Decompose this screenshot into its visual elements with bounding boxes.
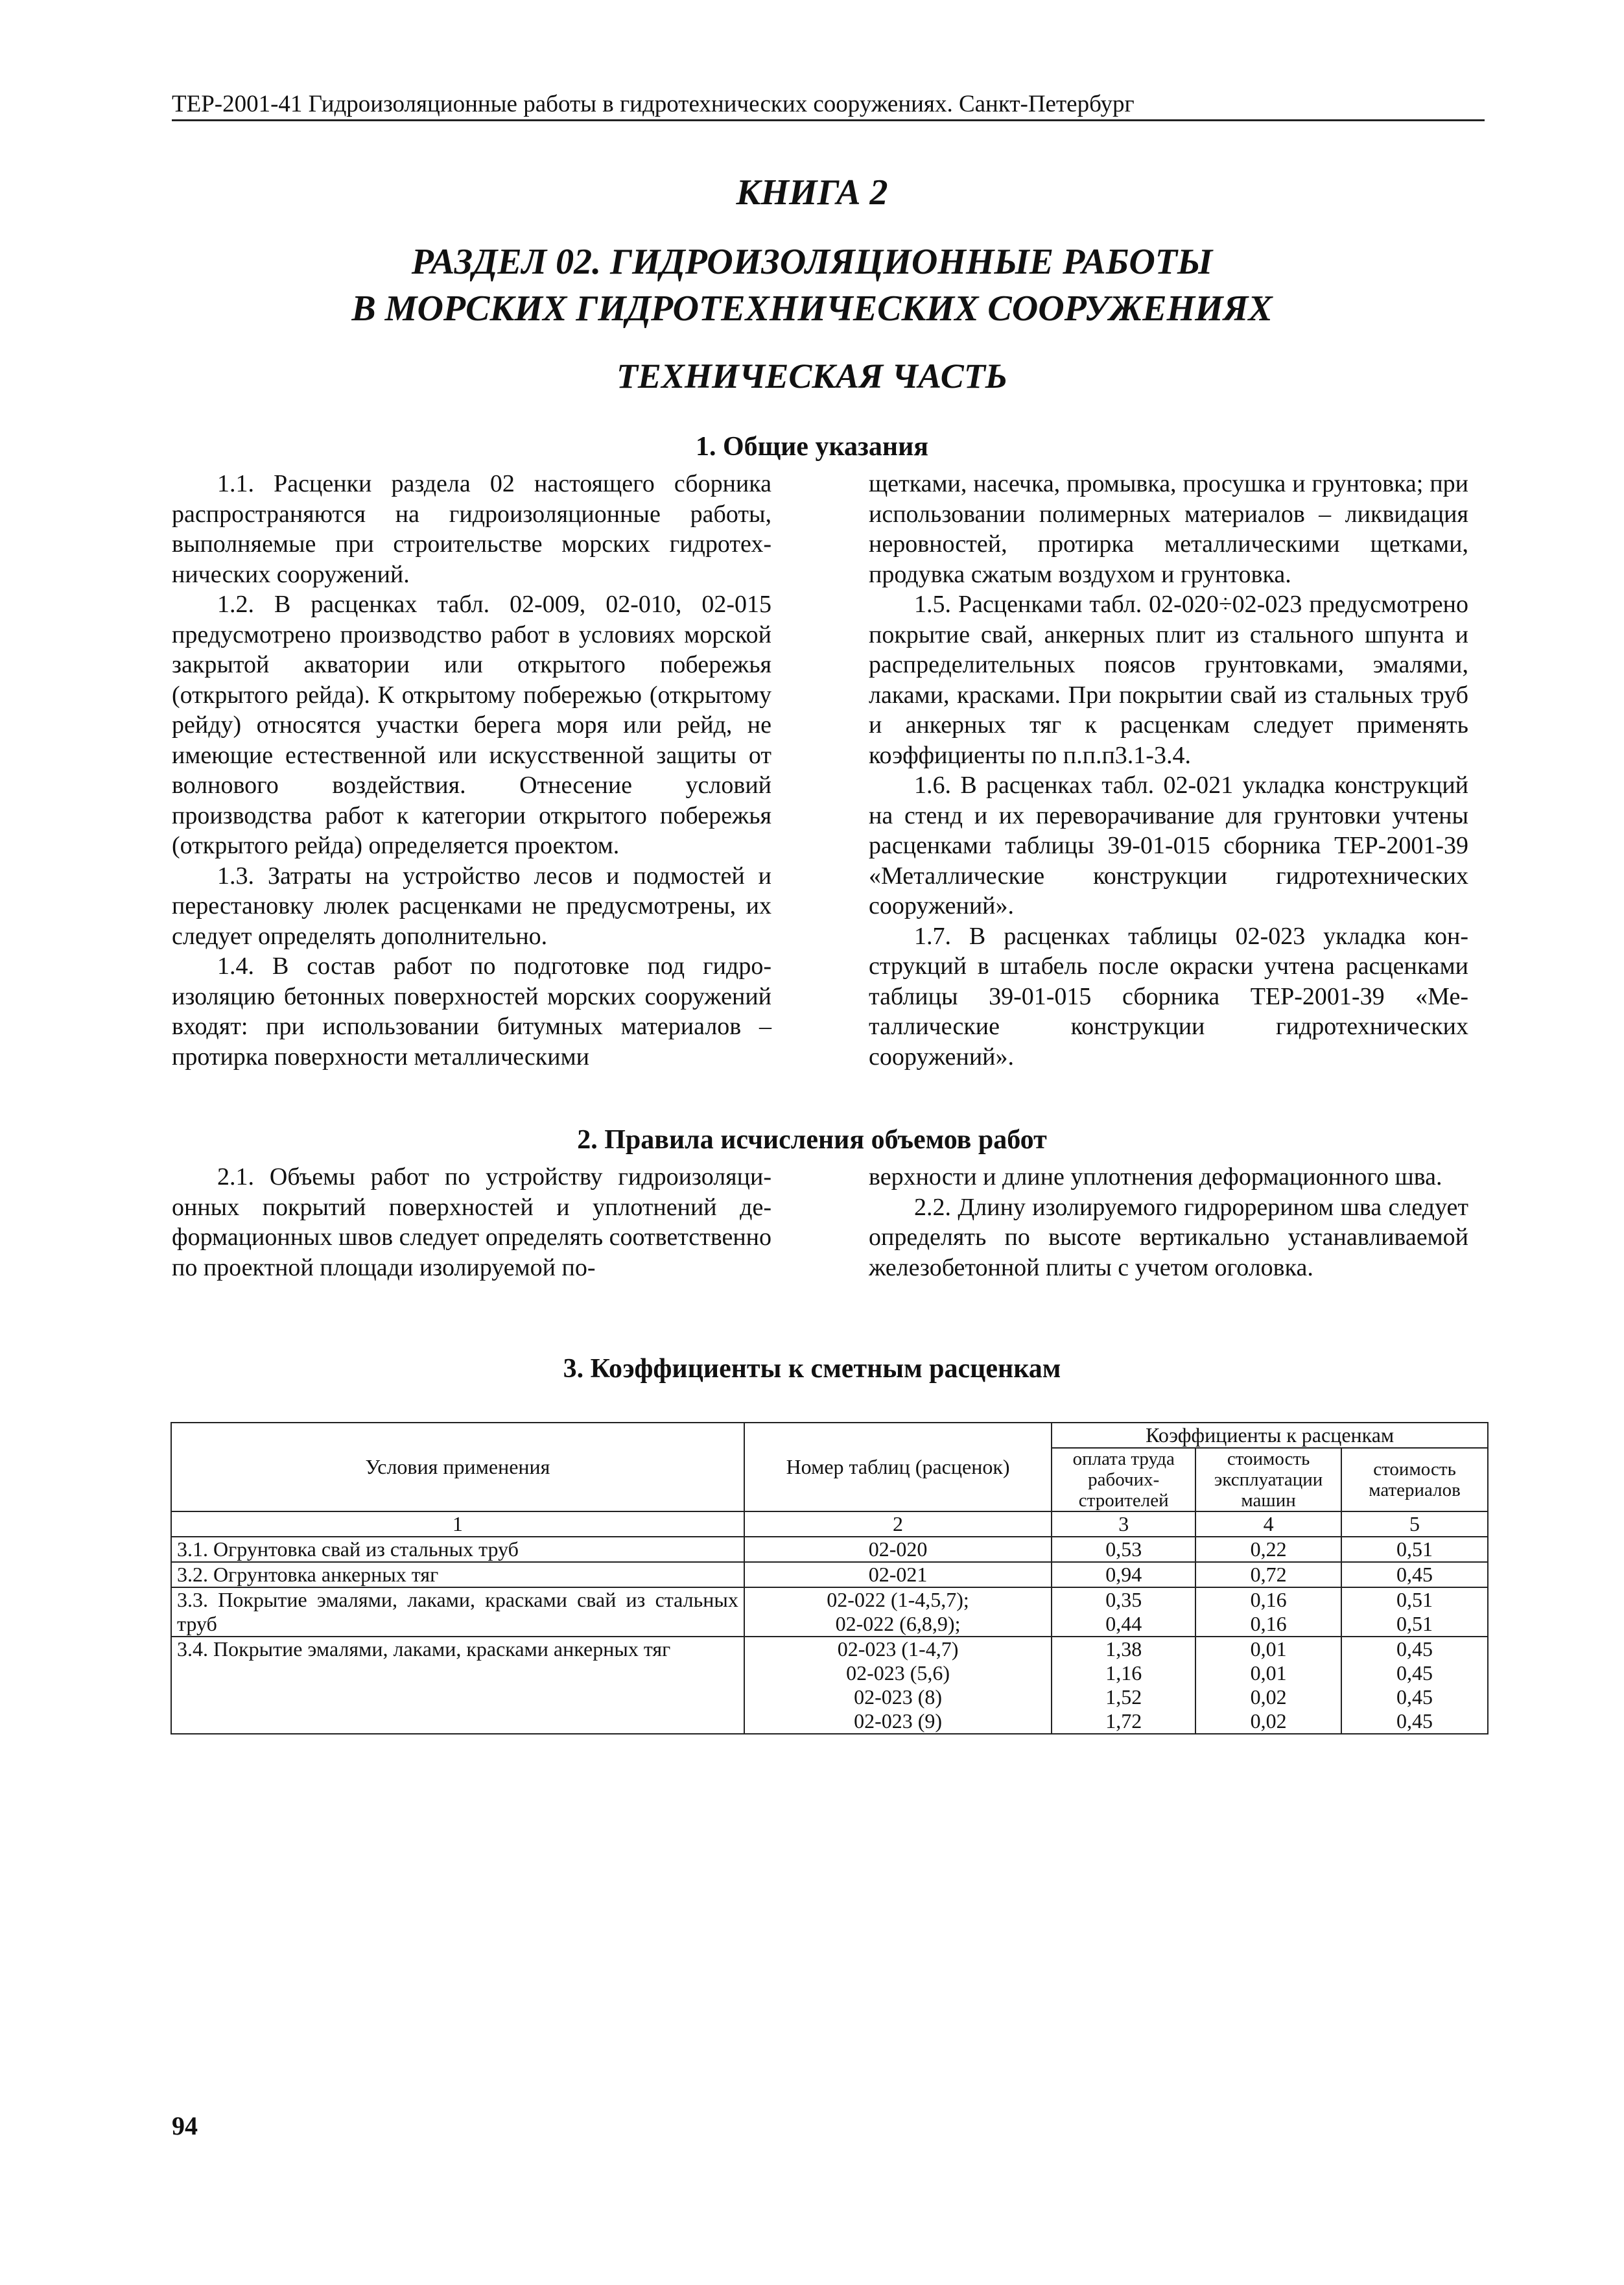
row-machine-coef: 0,01 — [1250, 1661, 1287, 1685]
header-machine-cost: стоимость эксплуатации машин — [1195, 1448, 1341, 1511]
row-material-coef: 0,45 — [1396, 1685, 1433, 1709]
row-material-coef: 0,45 — [1341, 1562, 1488, 1587]
row-condition: 3.4. Покрытие эмалями, лаками, красками анкерных тяг — [171, 1637, 744, 1734]
row-table-number: 02-020 — [744, 1537, 1052, 1562]
row-table-number: 02-023 (8) — [854, 1685, 943, 1709]
row-machine-coef: 0,72 — [1195, 1562, 1341, 1587]
table-row — [171, 1587, 1488, 1637]
paragraph-1-7: 1.7. В расценках таблицы 02-023 укладка конструкций в штабель после окраски учтена расценками таблицы 39-01-015 сборника ТЕР-2001-39 «Металлические конструкции гидротехнических сооружений». — [869, 922, 1468, 1071]
header-table-numbers: Номер таблиц (расценок) — [744, 1423, 1052, 1511]
row-labor-coef: 0,35 — [1105, 1588, 1142, 1611]
header-labor-cost: оплата труда рабочих-строителей — [1052, 1448, 1195, 1511]
row-machine-coef: 0,01 — [1250, 1637, 1287, 1661]
header-coefficients-group: Коэффициенты к расценкам — [1052, 1423, 1488, 1448]
table-row — [171, 1537, 1488, 1562]
row-labor-coefs — [1052, 1637, 1195, 1734]
section-3-heading: 3. Коэффициенты к сметным расценкам — [563, 1354, 1061, 1384]
row-table-number: 02-023 (9) — [854, 1709, 943, 1733]
row-machine-coef: 0,22 — [1195, 1537, 1341, 1562]
section-2-left-column — [172, 1162, 771, 1283]
row-machine-coef: 0,16 — [1250, 1612, 1287, 1635]
row-machine-coef: 0,02 — [1250, 1709, 1287, 1733]
table-header-row — [171, 1423, 1488, 1448]
row-material-coefs — [1341, 1637, 1488, 1734]
row-material-coef: 0,51 — [1396, 1588, 1433, 1611]
row-labor-coef: 1,38 — [1105, 1637, 1142, 1661]
row-material-coef: 0,51 — [1396, 1612, 1433, 1635]
section-title-line-1: РАЗДЕЛ 02. ГИДРОИЗОЛЯЦИОННЫЕ РАБОТЫ — [411, 242, 1213, 282]
section-1-left-column — [172, 469, 771, 1072]
section-2-right-column — [869, 1162, 1468, 1283]
column-number-2: 2 — [744, 1511, 1052, 1537]
row-table-number: 02-021 — [744, 1562, 1052, 1587]
row-machine-coefs — [1195, 1637, 1341, 1734]
section-2-heading: 2. Правила исчисления объемов работ — [577, 1125, 1047, 1155]
row-table-numbers — [744, 1587, 1052, 1637]
section-title-line-2: В МОРСКИХ ГИДРОТЕХНИЧЕСКИХ СООРУЖЕНИЯХ — [351, 289, 1273, 329]
row-machine-coef: 0,02 — [1250, 1685, 1287, 1709]
column-number-5: 5 — [1341, 1511, 1488, 1537]
header-conditions: Условия применения — [171, 1423, 744, 1511]
paragraph-1-4: 1.4. В состав работ по подготовке под гидроизоляцию бетонных поверхностей морских сооружений входят: при использовании битумных материалов – протирка поверхности металлическими — [172, 953, 771, 1071]
row-labor-coef: 0,94 — [1052, 1562, 1195, 1587]
row-labor-coef: 1,16 — [1105, 1661, 1142, 1685]
row-condition: 3.3. Покрытие эмалями, лаками, красками свай из стальных труб — [171, 1587, 744, 1637]
row-material-coef: 0,45 — [1396, 1709, 1433, 1733]
row-table-number: 02-022 (1-4,5,7); — [827, 1588, 969, 1611]
paragraph-1-5: 1.5. Расценками табл. 02-020÷02-023 предусмотрено покрытие свай, анкерных плит из стального шпунта и распределительных поясов грунтовками, эмалями, лаками, красками. При покрытии свай из стальных труб и анкерных тяг к расценкам следует применять коэффициенты по п.п.п3.1-3.4. — [869, 591, 1468, 769]
paragraph-1-6: 1.6. В расценках табл. 02-021 укладка конструкций на стенд и их переворачивание для грунтовки учтены расценками таблицы 39-01-015 сборника ТЕР-2001-39 «Металлические конструкции гидротехнических сооружений». — [869, 772, 1468, 919]
page-number: 94 — [172, 2111, 198, 2140]
technical-part-title: ТЕХНИЧЕСКАЯ ЧАСТЬ — [616, 357, 1008, 396]
row-table-number: 02-023 (5,6) — [846, 1661, 950, 1685]
paragraph-1-3: 1.3. Затраты на устройство лесов и подмостей и перестановку люлек расценками не предусмотрены, их следует определять дополнительно. — [172, 862, 771, 950]
row-table-number: 02-023 (1-4,7) — [837, 1637, 959, 1661]
row-table-numbers — [744, 1637, 1052, 1734]
column-number-1: 1 — [171, 1511, 744, 1537]
section-1-right-column — [869, 469, 1468, 1072]
paragraph-1-1: 1.1. Расценки раздела 02 настоящего сборника распространяются на гидроизоляционные работы, выполняемые при строительстве морских гидротехнических сооружений. — [172, 470, 771, 588]
section-title — [0, 239, 1624, 332]
row-machine-coefs — [1195, 1587, 1341, 1637]
row-labor-coef: 0,53 — [1052, 1537, 1195, 1562]
table-column-number-row — [171, 1511, 1488, 1537]
row-material-coef: 0,45 — [1396, 1661, 1433, 1685]
row-condition: 3.1. Огрунтовка свай из стальных труб — [171, 1537, 744, 1562]
row-labor-coefs — [1052, 1587, 1195, 1637]
book-title: КНИГА 2 — [736, 172, 888, 213]
row-table-number: 02-022 (6,8,9); — [835, 1612, 961, 1635]
column-number-3: 3 — [1052, 1511, 1195, 1537]
coefficients-table — [171, 1422, 1489, 1734]
table-row — [171, 1637, 1488, 1734]
row-material-coef: 0,51 — [1341, 1537, 1488, 1562]
table-row — [171, 1562, 1488, 1587]
row-material-coefs — [1341, 1587, 1488, 1637]
section-1-heading: 1. Общие указания — [695, 432, 929, 462]
paragraph-1-4-continued: щетками, насечка, промывка, просушка и грунтовка; при использовании полимерных материалов – ликвидация неровностей, протирка металлическими щетками, продувка сжатым воздухом и грунтовка. — [869, 470, 1468, 588]
running-header: ТЕР-2001-41 Гидроизоляционные работы в гидротехнических сооружениях. Санкт-Петербург — [172, 89, 1485, 121]
paragraph-2-1-continued: верхности и длине уплотнения деформационного шва. — [869, 1163, 1442, 1190]
row-condition: 3.2. Огрунтовка анкерных тяг — [171, 1562, 744, 1587]
row-labor-coef: 1,52 — [1105, 1685, 1142, 1709]
row-labor-coef: 0,44 — [1105, 1612, 1142, 1635]
row-material-coef: 0,45 — [1396, 1637, 1433, 1661]
paragraph-2-2: 2.2. Длину изолируемого гидрорерином шва следует определять по высоте вертикально устанавливаемой железобетонной плиты с учетом оголовка. — [869, 1193, 1468, 1281]
row-labor-coef: 1,72 — [1105, 1709, 1142, 1733]
paragraph-1-2: 1.2. В расценках табл. 02-009, 02-010, 02-015 предусмотрено производство работ в условиях морской закрытой акватории или открытого побережья (открытого рейда). К открытому побережью (открытому рейду) относятся участки берега моря или рейд, не имеющие естественной или искусственной защиты от волнового воздействия. Отнесение условий производства работ к категории открытого побережья (открытого рейда) определяется проектом. — [172, 591, 771, 859]
paragraph-2-1: 2.1. Объемы работ по устройству гидроизоляционных покрытий поверхностей и уплотнений деформационных швов следует определять соответственно по проектной площади изолируемой по- — [172, 1163, 771, 1281]
header-material-cost: стоимость материалов — [1341, 1448, 1488, 1511]
column-number-4: 4 — [1195, 1511, 1341, 1537]
row-machine-coef: 0,16 — [1250, 1588, 1287, 1611]
